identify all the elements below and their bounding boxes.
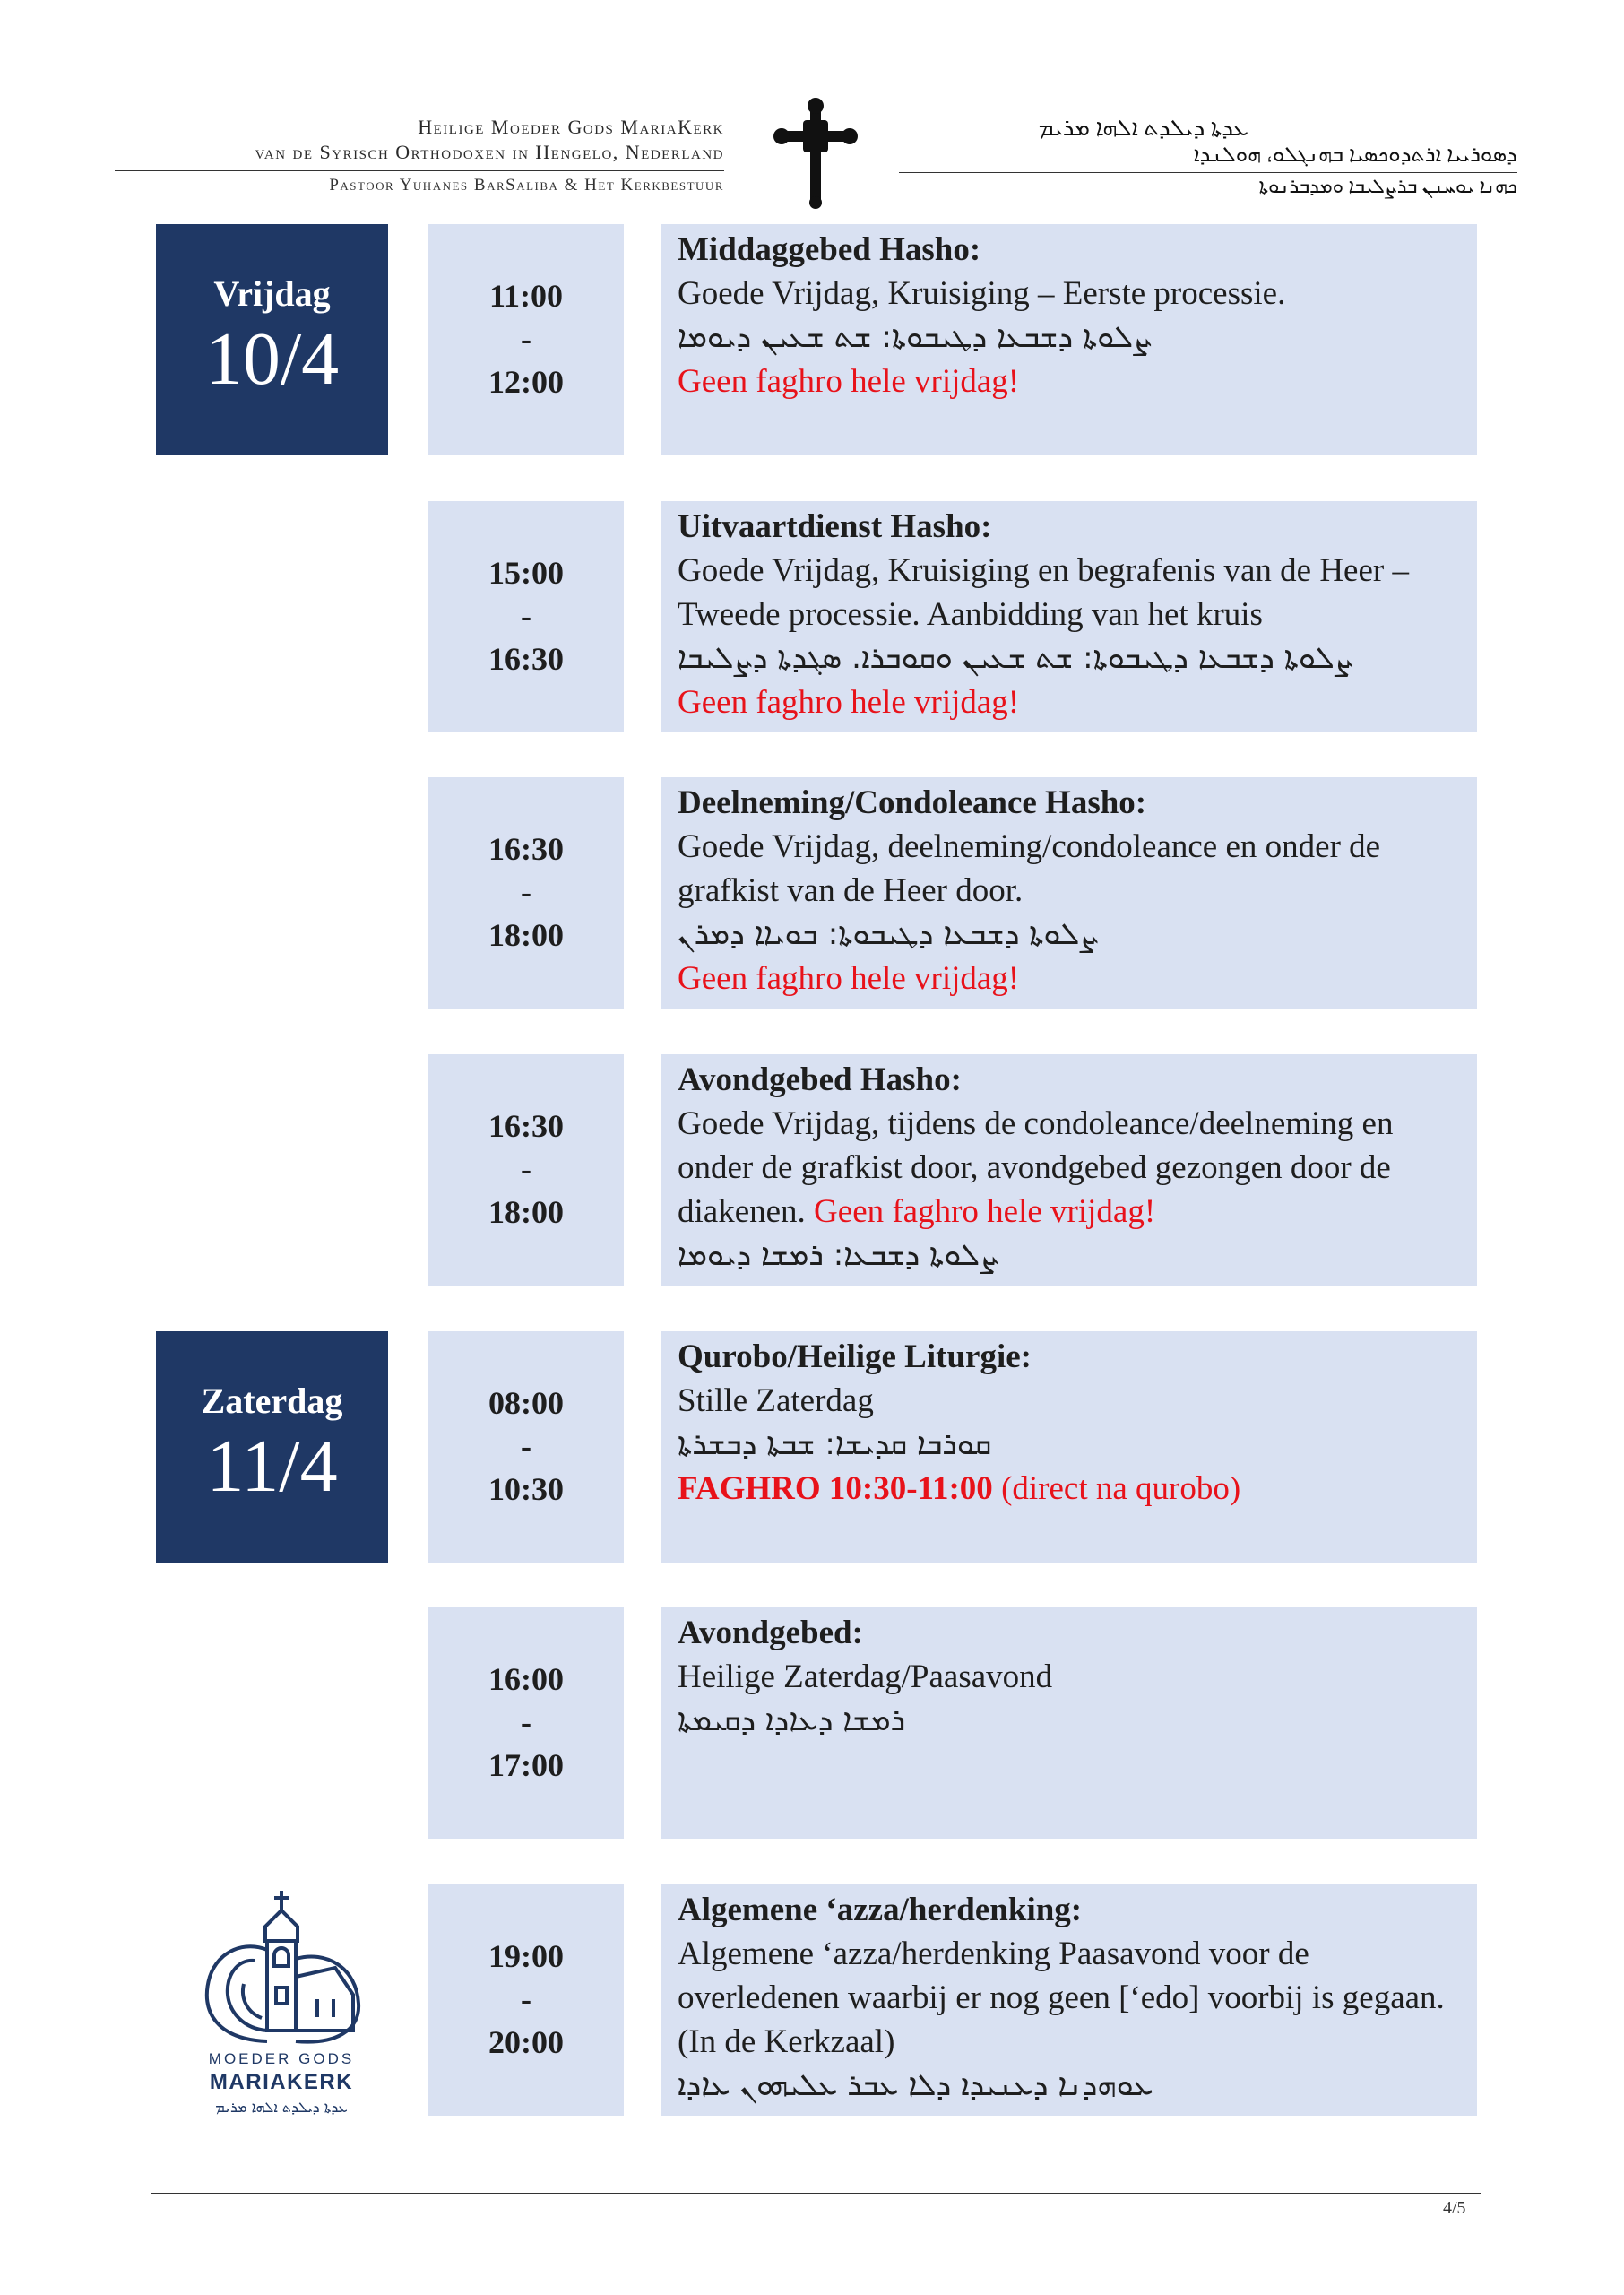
event-title: Qurobo/Heilige Liturgie: (678, 1338, 1032, 1375)
time-box (428, 224, 624, 455)
event-syriac: ܨܠܘܬܐ ܕܫܒܥܐ ܕܛܝܒܘܬܐ: ܫܬ ܫܥܝܢ ܘܩܘܒܪܐ. ܣܓܕܬܐ ܕܨܠܝܒܐ (678, 640, 1354, 676)
event-note-line (678, 1467, 1461, 1511)
event-title: Uitvaartdienst Hasho: (678, 508, 992, 545)
time-box (428, 1884, 624, 2116)
time-end: 18:00 (488, 1194, 564, 1230)
event-box (661, 1884, 1477, 2116)
time-box (428, 1331, 624, 1563)
syriac-header-line1: ܥܕܬܐ ܕܝܠܕܬ ܐܠܗܐ ܡܪܝܡ (1038, 115, 1248, 141)
event-title: Middaggebed Hasho: (678, 231, 981, 268)
time-start: 15:00 (488, 555, 564, 591)
event-text-block (678, 1102, 1461, 1234)
time-box (428, 1054, 624, 1286)
time-box (428, 777, 624, 1009)
footer-rule (151, 2193, 1481, 2194)
time-box (428, 501, 624, 732)
time-end: 12:00 (488, 364, 564, 400)
event-box (661, 1331, 1477, 1563)
event-box (661, 1607, 1477, 1839)
event-title: Avondgebed Hasho: (678, 1061, 962, 1098)
event-note-bold: FAGHRO 10:30-11:00 (678, 1470, 993, 1507)
syriac-header-line3: ܟܗܢܐ ܝܘܚܢܢ ܒܪܨܠܝܒܐ ܘܡܕܒܪܢܘܬܐ (1258, 175, 1517, 197)
time-separator: - (521, 321, 531, 357)
church-logo-icon (192, 1887, 371, 2048)
event-note: Geen faghro hele vrijdag! (678, 363, 1020, 400)
time-separator: - (521, 1981, 531, 2017)
church-name: Heilige Moeder Gods MariaKerk (418, 116, 724, 138)
day-box-saturday (156, 1331, 388, 1563)
logo-line3: ܥܕܬܐ ܕܝܠܕܬ ܐܠܗܐ ܡܪܝܡ (215, 2099, 348, 2116)
event-title: Avondgebed: (678, 1615, 863, 1651)
time-start: 16:00 (488, 1661, 564, 1697)
event-note: Geen faghro hele vrijdag! (814, 1193, 1156, 1230)
time-start: 16:30 (488, 1108, 564, 1144)
day-name: Zaterdag (201, 1381, 343, 1421)
church-logo (192, 1887, 371, 2129)
event-box (661, 777, 1477, 1009)
event-text: Heilige Zaterdag/Paasavond (678, 1658, 1053, 1695)
time-separator: - (521, 1704, 531, 1740)
cross-icon (771, 97, 860, 209)
event-text: Algemene ‘azza/herdenking Paasavond voor de overledenen waarbij er nog geen [‘edo] voorbij is gegaan. (In de Kerkzaal) (678, 1936, 1445, 2060)
pastor-line: Pastoor Yuhanes BarSaliba & Het Kerkbestuur (329, 176, 724, 195)
day-box-friday (156, 224, 388, 455)
event-box (661, 1054, 1477, 1286)
time-separator: - (521, 1151, 531, 1187)
header-left (115, 115, 724, 197)
time-end: 18:00 (488, 917, 564, 953)
event-text: Goede Vrijdag, tijdens de condoleance/deelneming en onder de grafkist door, avondgebed gezongen door de diakenen. (678, 1105, 1394, 1230)
event-text: Goede Vrijdag, Kruisiging en begrafenis van de Heer – Tweede processie. Aanbidding van het kruis (678, 552, 1409, 633)
event-syriac: ܨܠܘܬܐ ܕܫܒܥܐ: ܪܡܫܐ ܕܝܘܡܐ (678, 1237, 999, 1273)
syriac-header-line2: ܕܣܘܪܝܝܐ ܐܪܬܕܘܟܣܝܐ ܒܗܢܓܠܘ، ܗܘܠܢܕܐ (1193, 143, 1517, 167)
day-date: 11/4 (206, 1425, 338, 1508)
event-text: Goede Vrijdag, deelneming/condoleance en onder de grafkist van de Heer door. (678, 828, 1381, 909)
event-title: Deelneming/Condoleance Hasho: (678, 784, 1147, 821)
time-separator: - (521, 598, 531, 634)
event-note: (direct na qurobo) (1001, 1470, 1241, 1507)
time-start: 08:00 (488, 1385, 564, 1421)
time-end: 10:30 (488, 1471, 564, 1507)
event-syriac: ܩܘܪܒܐ ܩܕܝܫܐ: ܫܒܬܐ ܕܒܫܪܬܐ (678, 1426, 992, 1462)
event-syriac: ܨܠܘܬܐ ܕܫܒܥܐ ܕܛܝܒܘܬܐ: ܒܘܝܐܐ ܕܡܪܢ (678, 916, 1099, 952)
time-start: 16:30 (488, 831, 564, 867)
time-end: 17:00 (488, 1747, 564, 1783)
event-box (661, 501, 1477, 732)
time-end: 16:30 (488, 641, 564, 677)
event-syriac: ܪܡܫܐ ܕܥܐܕܐ ܕܩܝܡܬܐ (678, 1702, 906, 1738)
time-separator: - (521, 1428, 531, 1464)
day-date: 10/4 (204, 317, 340, 401)
time-start: 19:00 (488, 1938, 564, 1974)
event-text: Goede Vrijdag, Kruisiging – Eerste processie. (678, 275, 1286, 312)
event-note: Geen faghro hele vrijdag! (678, 684, 1020, 721)
day-name: Vrijdag (213, 273, 331, 314)
time-end: 20:00 (488, 2024, 564, 2060)
logo-line1: MOEDER GODS (208, 2050, 355, 2067)
header-left-rule (115, 170, 724, 171)
event-syriac: ܨܠܘܬܐ ܕܫܒܥܐ ܕܛܝܒܘܬܐ: ܫܬ ܫܥܝܢ ܕܝܘܡܐ (678, 319, 1153, 355)
event-text: Stille Zaterdag (678, 1382, 874, 1419)
church-subtitle: van de Syrisch Orthodoxen in Hengelo, Nederland (255, 141, 724, 163)
logo-line2: MARIAKERK (209, 2070, 354, 2094)
event-syriac: ܥܘܗܕܢܐ ܕܥܢܝܕܐ ܕܠܐ ܥܒܪ ܥܠܝܗܘܢ ܥܐܕܐ (678, 2067, 1153, 2103)
time-box (428, 1607, 624, 1839)
time-start: 11:00 (488, 278, 563, 314)
event-title: Algemene ‘azza/herdenking: (678, 1892, 1083, 1928)
page-number: 4/5 (1443, 2198, 1466, 2218)
time-separator: - (521, 874, 531, 910)
header-right (899, 115, 1517, 200)
event-box (661, 224, 1477, 455)
event-note: Geen faghro hele vrijdag! (678, 960, 1020, 997)
